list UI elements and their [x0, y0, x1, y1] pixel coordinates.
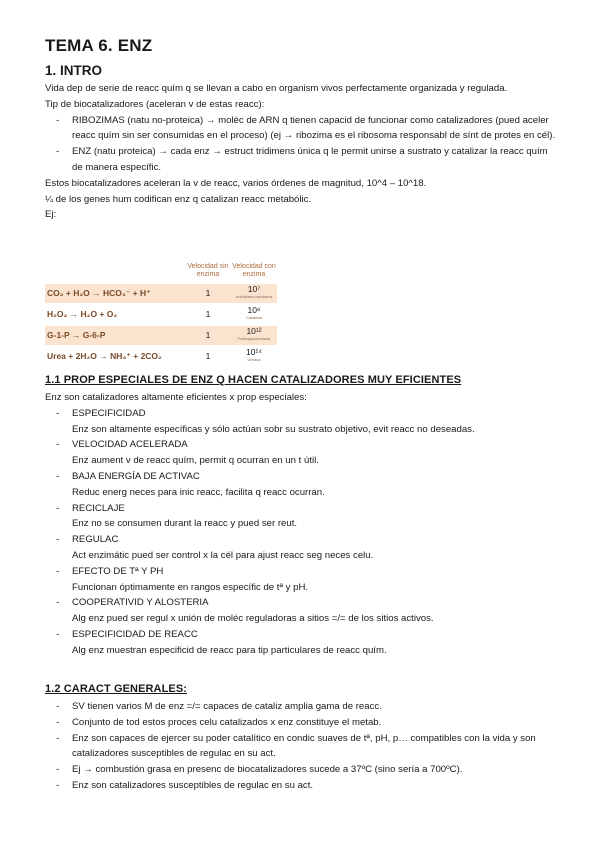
- rate-with-enzyme: 10¹⁴ Ureasa: [231, 348, 277, 362]
- property-desc: Alg enz muestran especificid de reacc para tip particulares de reacc quím.: [72, 644, 387, 656]
- intro-paragraph-4: ¼ de los genes hum codifican enz q catalizan reacc metabólic.: [45, 193, 312, 205]
- table-row: [45, 305, 277, 324]
- enzyme-name: Anhidrasa carbónica: [235, 294, 273, 299]
- header-with-enzyme: Velocidad con enzima: [232, 263, 276, 278]
- property-desc: Act enzimátic pued ser control x la cél para ajust reacc seg neces celu.: [72, 549, 374, 561]
- property-desc: Enz aument v de reacc quím, permit q ocurran en un t útil.: [72, 455, 319, 467]
- list-item: - Enz son catalizadores susceptibles de regulac en su act.: [45, 778, 560, 794]
- list-item: [45, 532, 560, 564]
- list-item: - Ej → combustión grasa en presenc de biocatalizadores sucede a 37ºC (sino sería a 700ºC).: [45, 762, 560, 778]
- section-1-1-heading: 1.1 PROP ESPECIALES DE ENZ Q HACEN CATALIZADORES MUY EFICIENTES: [45, 374, 462, 386]
- table-row: [45, 284, 277, 303]
- reaction-rate-table: [45, 262, 277, 366]
- section-1-2-block: [45, 699, 560, 794]
- property-desc: Alg enz pued ser regul x unión de moléc reguladoras a sitios =/= de los sitios activos.: [72, 613, 434, 625]
- rate-with-enzyme: 10¹² Fosfoglucomutasa: [231, 327, 277, 341]
- property-title: - ESPECIFICIDAD DE REACC: [72, 628, 198, 640]
- enzyme-name: Fosfoglucomutasa: [237, 336, 271, 341]
- table-row: [45, 347, 277, 366]
- table-header: [185, 262, 277, 283]
- enzyme-name: Catalasa: [246, 315, 262, 320]
- property-title: - RECICLAJE: [72, 502, 125, 514]
- rate-with-enzyme: 10⁸ Catalasa: [231, 306, 277, 320]
- list-item: [45, 564, 560, 596]
- property-title: - VELOCIDAD ACELERADA: [72, 439, 188, 451]
- table-row: [45, 326, 277, 345]
- header-no-enzyme: Velocidad sin enzima: [187, 263, 229, 278]
- property-title: - COOPERATIVID Y ALOSTERIA: [72, 597, 209, 609]
- list-item: [45, 501, 560, 533]
- list-item: [45, 595, 560, 627]
- intro-block: [45, 81, 560, 223]
- section-1-1-intro: Enz son catalizadores altamente eficientes x prop especiales:: [45, 392, 307, 403]
- property-desc: Reduc energ neces para inic reacc, facilita q reacc ocurran.: [72, 486, 325, 498]
- rate-no-enzyme: 1: [205, 330, 211, 340]
- list-item: - RIBOZIMAS (natu no-proteica) → moléc de ARN q tienen capacid de funcionar como catalizadores (pued aceler reacc quím sin ser consumidas en el proceso) (ej → ribozima es el ribosoma responsabl de sínt de protes en cél).: [45, 113, 560, 145]
- reaction-equation: CO₂ + H₂O → HCO₃⁻ + H⁺: [47, 288, 151, 298]
- enzyme-name: Ureasa: [247, 357, 261, 362]
- property-title: - REGULAC: [72, 534, 119, 546]
- intro-paragraph-3: Estos biocatalizadores aceleran la v de reacc, varios órdenes de magnitud, 10^4 – 10^18.: [45, 177, 427, 189]
- rate-no-enzyme: 1: [205, 351, 211, 361]
- list-item: - ENZ (natu proteica) → cada enz → estruct tridimens única q le permit unirse a sustrato y catalizar la reacc quím de manera específic.: [45, 144, 560, 176]
- intro-paragraph-5: Ej:: [45, 209, 57, 221]
- list-item: - Conjunto de tod estos proces celu catalizados x enz constituye el metab.: [45, 715, 560, 731]
- reaction-equation: G-1-P → G-6-P: [47, 330, 106, 340]
- list-item: [45, 469, 560, 501]
- property-title: - EFECTO DE Tª Y PH: [72, 565, 164, 577]
- intro-heading: 1. INTRO: [45, 63, 103, 78]
- list-item: [45, 406, 560, 438]
- rate-no-enzyme: 1: [205, 288, 211, 298]
- list-item: [45, 437, 560, 469]
- property-desc: Enz son altamente específicas y sólo actúan sobr su sustrato objetivo, evit reacc no deseadas.: [72, 423, 475, 435]
- page-title: TEMA 6. ENZ: [45, 36, 153, 55]
- properties-list: [45, 406, 560, 659]
- section-1-1-block: [45, 390, 560, 659]
- biocatalyst-list: [45, 113, 560, 176]
- rate-no-enzyme: 1: [205, 309, 211, 319]
- list-item: - Enz son capaces de ejercer su poder catalítico en condic suaves de tª, pH, p… compatibles con la vida y son catalizadores susceptibles de regulac en su act.: [45, 731, 560, 763]
- reaction-equation: Urea + 2H₂O → NH₄⁺ + 2CO₂: [47, 351, 162, 361]
- section-1-2-heading: 1.2 CARACT GENERALES:: [45, 683, 188, 695]
- general-characteristics-list: [45, 699, 560, 794]
- list-item: - SV tienen varios M de enz =/= capaces de cataliz amplia gama de reacc.: [45, 699, 560, 715]
- list-item: [45, 627, 560, 659]
- property-title: - ESPECIFICIDAD: [72, 407, 146, 419]
- reaction-equation: H₂O₂ → H₂O + O₂: [47, 309, 118, 319]
- intro-paragraph-1: Vida dep de serie de reacc quím q se llevan a cabo en organism vivos perfectamente organizada y regulada.: [45, 83, 508, 94]
- intro-paragraph-2: Tip de biocatalizadores (aceleran v de estas reacc):: [45, 98, 265, 110]
- rate-with-enzyme: 10⁷ Anhidrasa carbónica: [231, 285, 277, 299]
- property-desc: Enz no se consumen durant la reacc y pued ser reut.: [72, 518, 298, 530]
- property-desc: Funcionan óptimamente en rangos específic de tª y pH.: [72, 581, 309, 593]
- property-title: - BAJA ENERGÍA DE ACTIVAC: [72, 470, 200, 482]
